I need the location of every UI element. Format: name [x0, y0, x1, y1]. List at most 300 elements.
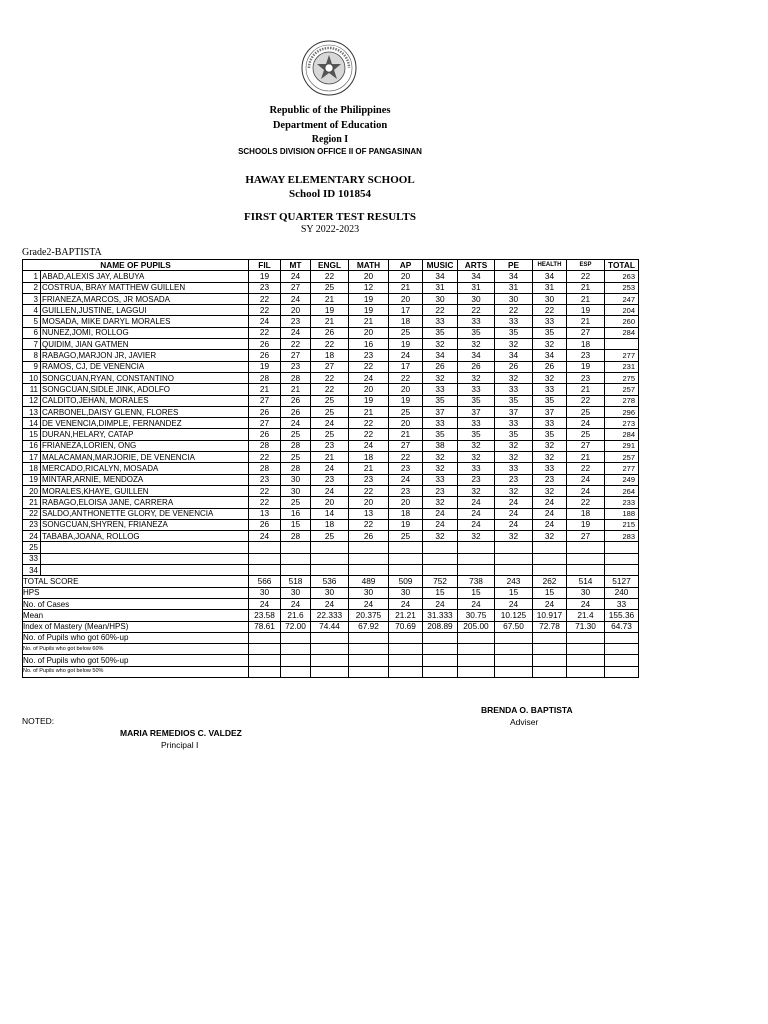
row-number: 23 — [23, 519, 41, 530]
score-cell: 24 — [495, 508, 533, 519]
score-cell: 264 — [605, 485, 639, 496]
score-cell: 32 — [458, 452, 495, 463]
summary-value: 509 — [389, 576, 423, 587]
score-cell: 22 — [533, 305, 567, 316]
pupil-name: MERCADO,RICALYN, MOSADA — [41, 463, 249, 474]
score-cell: 21 — [311, 316, 349, 327]
pupil-name: SONGCUAN,RYAN, CONSTANTINO — [41, 372, 249, 383]
score-cell: 28 — [281, 440, 311, 451]
score-cell — [567, 565, 605, 576]
summary-value — [495, 644, 533, 655]
department-heading: Department of Education — [272, 120, 388, 131]
summary-value — [567, 666, 605, 677]
summary-value: 67.92 — [349, 621, 389, 632]
pupil-name: RAMOS, CJ, DE VENENCIA — [41, 361, 249, 372]
score-cell: 247 — [605, 293, 639, 304]
summary-value: 23.58 — [249, 610, 281, 621]
score-cell: 38 — [423, 440, 458, 451]
score-cell: 35 — [458, 395, 495, 406]
summary-value — [423, 666, 458, 677]
score-cell: 22 — [349, 418, 389, 429]
score-cell: 24 — [281, 418, 311, 429]
score-cell — [349, 553, 389, 564]
score-cell: 273 — [605, 418, 639, 429]
table-row — [23, 384, 639, 395]
summary-value — [533, 655, 567, 666]
summary-value: 24 — [349, 598, 389, 609]
column-header: ESP — [567, 260, 605, 271]
pupil-name: DE VENENCIA,DIMPLE, FERNANDEZ — [41, 418, 249, 429]
row-number: 3 — [23, 293, 41, 304]
column-header: PE — [495, 260, 533, 271]
column-header: ENGL — [311, 260, 349, 271]
score-cell: 35 — [423, 327, 458, 338]
summary-value — [458, 666, 495, 677]
score-cell: 25 — [389, 531, 423, 542]
score-cell: 18 — [389, 316, 423, 327]
summary-label: No. of Pupils who got 60%-up — [23, 632, 249, 643]
score-cell: 37 — [458, 406, 495, 417]
score-cell: 26 — [495, 361, 533, 372]
score-cell: 35 — [423, 395, 458, 406]
score-cell: 15 — [281, 519, 311, 530]
score-cell: 25 — [281, 452, 311, 463]
score-cell: 23 — [311, 440, 349, 451]
summary-label: No. of Pupils who got 50%-up — [23, 655, 249, 666]
table-row — [23, 474, 639, 485]
summary-value: 21.4 — [567, 610, 605, 621]
score-cell: 33 — [533, 316, 567, 327]
score-cell: 215 — [605, 519, 639, 530]
score-cell: 32 — [458, 485, 495, 496]
score-cell: 22 — [311, 372, 349, 383]
score-cell: 32 — [423, 531, 458, 542]
score-cell: 24 — [567, 474, 605, 485]
score-cell: 32 — [423, 372, 458, 383]
table-row — [23, 497, 639, 508]
score-cell: 20 — [389, 293, 423, 304]
score-cell: 34 — [533, 271, 567, 282]
school-name: HAWAY ELEMENTARY SCHOOL — [245, 174, 415, 186]
score-cell — [311, 553, 349, 564]
score-cell: 32 — [495, 339, 533, 350]
summary-label: No. of Pupils who got below 60% — [23, 644, 249, 655]
score-cell: 21 — [349, 463, 389, 474]
score-cell: 23 — [533, 474, 567, 485]
score-cell: 27 — [311, 361, 349, 372]
deped-seal-icon — [301, 40, 357, 96]
pupil-rows — [23, 271, 639, 576]
summary-value: 155.36 — [605, 610, 639, 621]
table-row — [23, 418, 639, 429]
score-cell: 27 — [567, 531, 605, 542]
summary-label: No. of Cases — [23, 598, 249, 609]
summary-value: 5127 — [605, 576, 639, 587]
score-cell: 18 — [311, 519, 349, 530]
score-cell: 33 — [533, 463, 567, 474]
summary-value — [423, 644, 458, 655]
summary-value — [423, 655, 458, 666]
score-cell: 24 — [311, 485, 349, 496]
row-number: 4 — [23, 305, 41, 316]
score-cell: 33 — [423, 316, 458, 327]
score-cell: 19 — [567, 519, 605, 530]
summary-value: 30.75 — [458, 610, 495, 621]
score-cell: 20 — [349, 497, 389, 508]
score-cell: 28 — [281, 372, 311, 383]
summary-value: 21.6 — [281, 610, 311, 621]
score-cell — [605, 565, 639, 576]
summary-value: 15 — [495, 587, 533, 598]
summary-label: Index of Mastery (Mean/HPS) — [23, 621, 249, 632]
score-cell: 233 — [605, 497, 639, 508]
score-cell: 24 — [281, 271, 311, 282]
table-row — [23, 519, 639, 530]
score-cell: 23 — [349, 350, 389, 361]
score-cell — [605, 542, 639, 553]
score-cell: 33 — [458, 418, 495, 429]
score-cell — [533, 565, 567, 576]
score-cell: 28 — [249, 440, 281, 451]
summary-value: 518 — [281, 576, 311, 587]
summary-value — [495, 655, 533, 666]
score-cell: 26 — [423, 361, 458, 372]
summary-value — [281, 632, 311, 643]
summary-value: 15 — [458, 587, 495, 598]
summary-value: 536 — [311, 576, 349, 587]
score-cell: 34 — [533, 350, 567, 361]
score-cell: 34 — [495, 350, 533, 361]
score-cell — [281, 542, 311, 553]
summary-value — [605, 655, 639, 666]
score-cell: 275 — [605, 372, 639, 383]
row-number: 17 — [23, 452, 41, 463]
score-cell: 18 — [389, 508, 423, 519]
score-cell: 30 — [281, 474, 311, 485]
score-cell: 31 — [533, 282, 567, 293]
score-cell: 20 — [281, 305, 311, 316]
score-cell: 33 — [458, 463, 495, 474]
summary-row — [23, 621, 639, 632]
score-cell: 25 — [567, 429, 605, 440]
score-cell: 34 — [495, 271, 533, 282]
summary-value: 30 — [281, 587, 311, 598]
score-cell: 28 — [249, 372, 281, 383]
summary-value: 33 — [605, 598, 639, 609]
summary-value: 10.125 — [495, 610, 533, 621]
score-cell: 35 — [495, 429, 533, 440]
column-header: TOTAL — [605, 260, 639, 271]
row-number: 8 — [23, 350, 41, 361]
table-row — [23, 305, 639, 316]
table-row — [23, 361, 639, 372]
column-header: MATH — [349, 260, 389, 271]
row-number: 5 — [23, 316, 41, 327]
summary-value: 514 — [567, 576, 605, 587]
score-cell: 19 — [349, 293, 389, 304]
score-cell: 24 — [533, 508, 567, 519]
pupil-name — [41, 553, 249, 564]
score-cell: 25 — [281, 497, 311, 508]
score-cell: 22 — [249, 452, 281, 463]
row-number: 2 — [23, 282, 41, 293]
score-cell: 32 — [533, 372, 567, 383]
score-cell: 30 — [495, 293, 533, 304]
score-cell: 32 — [458, 440, 495, 451]
score-cell: 22 — [567, 395, 605, 406]
score-cell: 21 — [311, 452, 349, 463]
score-cell: 22 — [311, 339, 349, 350]
score-cell — [567, 553, 605, 564]
division-heading: SCHOOLS DIVISION OFFICE II OF PANGASINAN — [238, 147, 422, 156]
table-row — [23, 316, 639, 327]
results-table — [22, 259, 639, 678]
summary-value — [349, 666, 389, 677]
score-cell — [533, 553, 567, 564]
score-cell: 30 — [281, 485, 311, 496]
score-cell: 33 — [423, 418, 458, 429]
score-cell: 33 — [495, 463, 533, 474]
score-cell: 30 — [533, 293, 567, 304]
score-cell: 37 — [495, 406, 533, 417]
score-cell: 22 — [349, 519, 389, 530]
table-row — [23, 395, 639, 406]
score-cell: 17 — [389, 305, 423, 316]
summary-value — [281, 666, 311, 677]
row-number: 12 — [23, 395, 41, 406]
column-header: FIL — [249, 260, 281, 271]
school-id: School ID 101854 — [289, 188, 371, 200]
score-cell: 22 — [423, 305, 458, 316]
score-cell: 284 — [605, 327, 639, 338]
score-cell: 35 — [533, 395, 567, 406]
score-cell: 16 — [349, 339, 389, 350]
summary-value — [281, 644, 311, 655]
summary-value: 752 — [423, 576, 458, 587]
table-row — [23, 429, 639, 440]
summary-value — [349, 632, 389, 643]
summary-label: No. of Pupils who got below 50% — [23, 666, 249, 677]
score-cell: 24 — [281, 327, 311, 338]
pupil-name — [41, 565, 249, 576]
score-cell: 34 — [458, 271, 495, 282]
score-cell: 19 — [389, 395, 423, 406]
table-row — [23, 463, 639, 474]
score-cell: 24 — [533, 519, 567, 530]
summary-value: 24 — [458, 598, 495, 609]
summary-value — [533, 644, 567, 655]
summary-value: 72.00 — [281, 621, 311, 632]
summary-value: 24 — [495, 598, 533, 609]
score-cell: 284 — [605, 429, 639, 440]
score-cell — [281, 565, 311, 576]
score-cell: 32 — [495, 372, 533, 383]
score-cell: 26 — [458, 361, 495, 372]
pupil-name: SONGCUAN,SIDLE JINK, ADOLFO — [41, 384, 249, 395]
score-cell: 34 — [423, 350, 458, 361]
summary-row — [23, 576, 639, 587]
table-row — [23, 282, 639, 293]
pupil-name: MALACAMAN,MARJORIE, DE VENENCIA — [41, 452, 249, 463]
score-cell: 32 — [495, 531, 533, 542]
score-cell: 21 — [567, 282, 605, 293]
score-cell: 22 — [458, 305, 495, 316]
score-cell: 23 — [249, 474, 281, 485]
score-cell: 24 — [349, 440, 389, 451]
principal-title: Principal I — [161, 740, 199, 750]
row-number: 22 — [23, 508, 41, 519]
score-cell: 188 — [605, 508, 639, 519]
score-cell: 24 — [249, 531, 281, 542]
score-cell: 20 — [311, 497, 349, 508]
score-cell — [311, 542, 349, 553]
summary-value: 566 — [249, 576, 281, 587]
score-cell: 24 — [458, 519, 495, 530]
score-cell: 257 — [605, 384, 639, 395]
summary-value — [567, 655, 605, 666]
section-label: Grade2-BAPTISTA — [22, 247, 102, 258]
score-cell: 27 — [567, 327, 605, 338]
summary-label: TOTAL SCORE — [23, 576, 249, 587]
score-cell: 22 — [349, 485, 389, 496]
table-row — [23, 553, 639, 564]
pupil-name: ABAD,ALEXIS JAY, ALBUYA — [41, 271, 249, 282]
pupil-name — [41, 542, 249, 553]
row-number: 18 — [23, 463, 41, 474]
score-cell: 27 — [249, 418, 281, 429]
score-cell — [423, 553, 458, 564]
score-cell: 20 — [349, 384, 389, 395]
adviser-title: Adviser — [510, 717, 539, 727]
row-number: 33 — [23, 553, 41, 564]
score-cell: 19 — [349, 305, 389, 316]
score-cell: 32 — [495, 485, 533, 496]
score-cell: 26 — [533, 361, 567, 372]
table-row — [23, 271, 639, 282]
pupil-name: MINTAR,ARNIE, MENDOZA — [41, 474, 249, 485]
score-cell: 30 — [423, 293, 458, 304]
summary-value: 72.78 — [533, 621, 567, 632]
republic-heading: Republic of the Philippines — [269, 105, 391, 116]
pupil-name: FRIANEZA,MARCOS, JR MOSADA — [41, 293, 249, 304]
score-cell — [389, 553, 423, 564]
summary-row — [23, 587, 639, 598]
score-cell: 23 — [567, 350, 605, 361]
score-cell: 32 — [533, 339, 567, 350]
score-cell: 19 — [349, 395, 389, 406]
summary-rows — [23, 576, 639, 678]
score-cell — [567, 542, 605, 553]
score-cell: 24 — [349, 372, 389, 383]
score-cell: 26 — [249, 429, 281, 440]
score-cell: 23 — [389, 485, 423, 496]
score-cell: 22 — [389, 372, 423, 383]
summary-value — [349, 655, 389, 666]
summary-value — [533, 666, 567, 677]
pupil-name: COSTRUA, BRAY MATTHEW GUILLEN — [41, 282, 249, 293]
score-cell: 26 — [281, 395, 311, 406]
score-cell: 20 — [389, 271, 423, 282]
score-cell — [423, 565, 458, 576]
summary-value: 31.333 — [423, 610, 458, 621]
score-cell: 24 — [533, 497, 567, 508]
summary-value: 24 — [567, 598, 605, 609]
score-cell — [458, 565, 495, 576]
score-cell — [311, 565, 349, 576]
score-cell: 249 — [605, 474, 639, 485]
summary-value — [458, 644, 495, 655]
score-cell: 231 — [605, 361, 639, 372]
score-cell: 35 — [495, 395, 533, 406]
score-cell: 35 — [458, 327, 495, 338]
row-number: 1 — [23, 271, 41, 282]
score-cell: 23 — [567, 372, 605, 383]
row-number: 19 — [23, 474, 41, 485]
summary-value — [458, 632, 495, 643]
score-cell: 257 — [605, 452, 639, 463]
score-cell: 33 — [423, 474, 458, 485]
score-cell: 18 — [349, 452, 389, 463]
score-cell: 33 — [495, 418, 533, 429]
summary-value: 30 — [389, 587, 423, 598]
summary-row — [23, 598, 639, 609]
score-cell: 25 — [389, 327, 423, 338]
score-cell: 24 — [249, 316, 281, 327]
score-cell: 30 — [458, 293, 495, 304]
table-row — [23, 339, 639, 350]
pupil-name: SALDO,ANTHONETTE GLORY, DE VENENCIA — [41, 508, 249, 519]
score-cell: 21 — [567, 384, 605, 395]
summary-value — [249, 632, 281, 643]
score-cell — [495, 553, 533, 564]
score-cell: 24 — [567, 485, 605, 496]
summary-value: 24 — [249, 598, 281, 609]
score-cell: 21 — [349, 316, 389, 327]
score-cell: 32 — [495, 452, 533, 463]
summary-value: 205.00 — [458, 621, 495, 632]
table-row — [23, 327, 639, 338]
score-cell: 20 — [389, 497, 423, 508]
summary-value: 243 — [495, 576, 533, 587]
score-cell: 22 — [567, 463, 605, 474]
summary-value: 24 — [281, 598, 311, 609]
score-cell: 32 — [533, 485, 567, 496]
column-header: HEALTH — [533, 260, 567, 271]
score-cell: 22 — [311, 271, 349, 282]
score-cell: 32 — [533, 440, 567, 451]
score-cell: 32 — [423, 463, 458, 474]
summary-value — [249, 655, 281, 666]
summary-value — [567, 632, 605, 643]
score-cell: 21 — [389, 429, 423, 440]
score-cell — [495, 565, 533, 576]
score-cell: 23 — [495, 474, 533, 485]
score-cell: 25 — [311, 429, 349, 440]
score-cell: 22 — [567, 497, 605, 508]
summary-value: 24 — [389, 598, 423, 609]
score-cell: 21 — [567, 293, 605, 304]
summary-row — [23, 644, 639, 655]
score-cell: 263 — [605, 271, 639, 282]
score-cell — [605, 339, 639, 350]
score-cell: 32 — [423, 497, 458, 508]
summary-value — [495, 632, 533, 643]
score-cell: 24 — [281, 293, 311, 304]
score-cell: 21 — [311, 293, 349, 304]
table-row — [23, 508, 639, 519]
score-cell: 17 — [389, 361, 423, 372]
school-year: SY 2022-2023 — [300, 224, 360, 235]
